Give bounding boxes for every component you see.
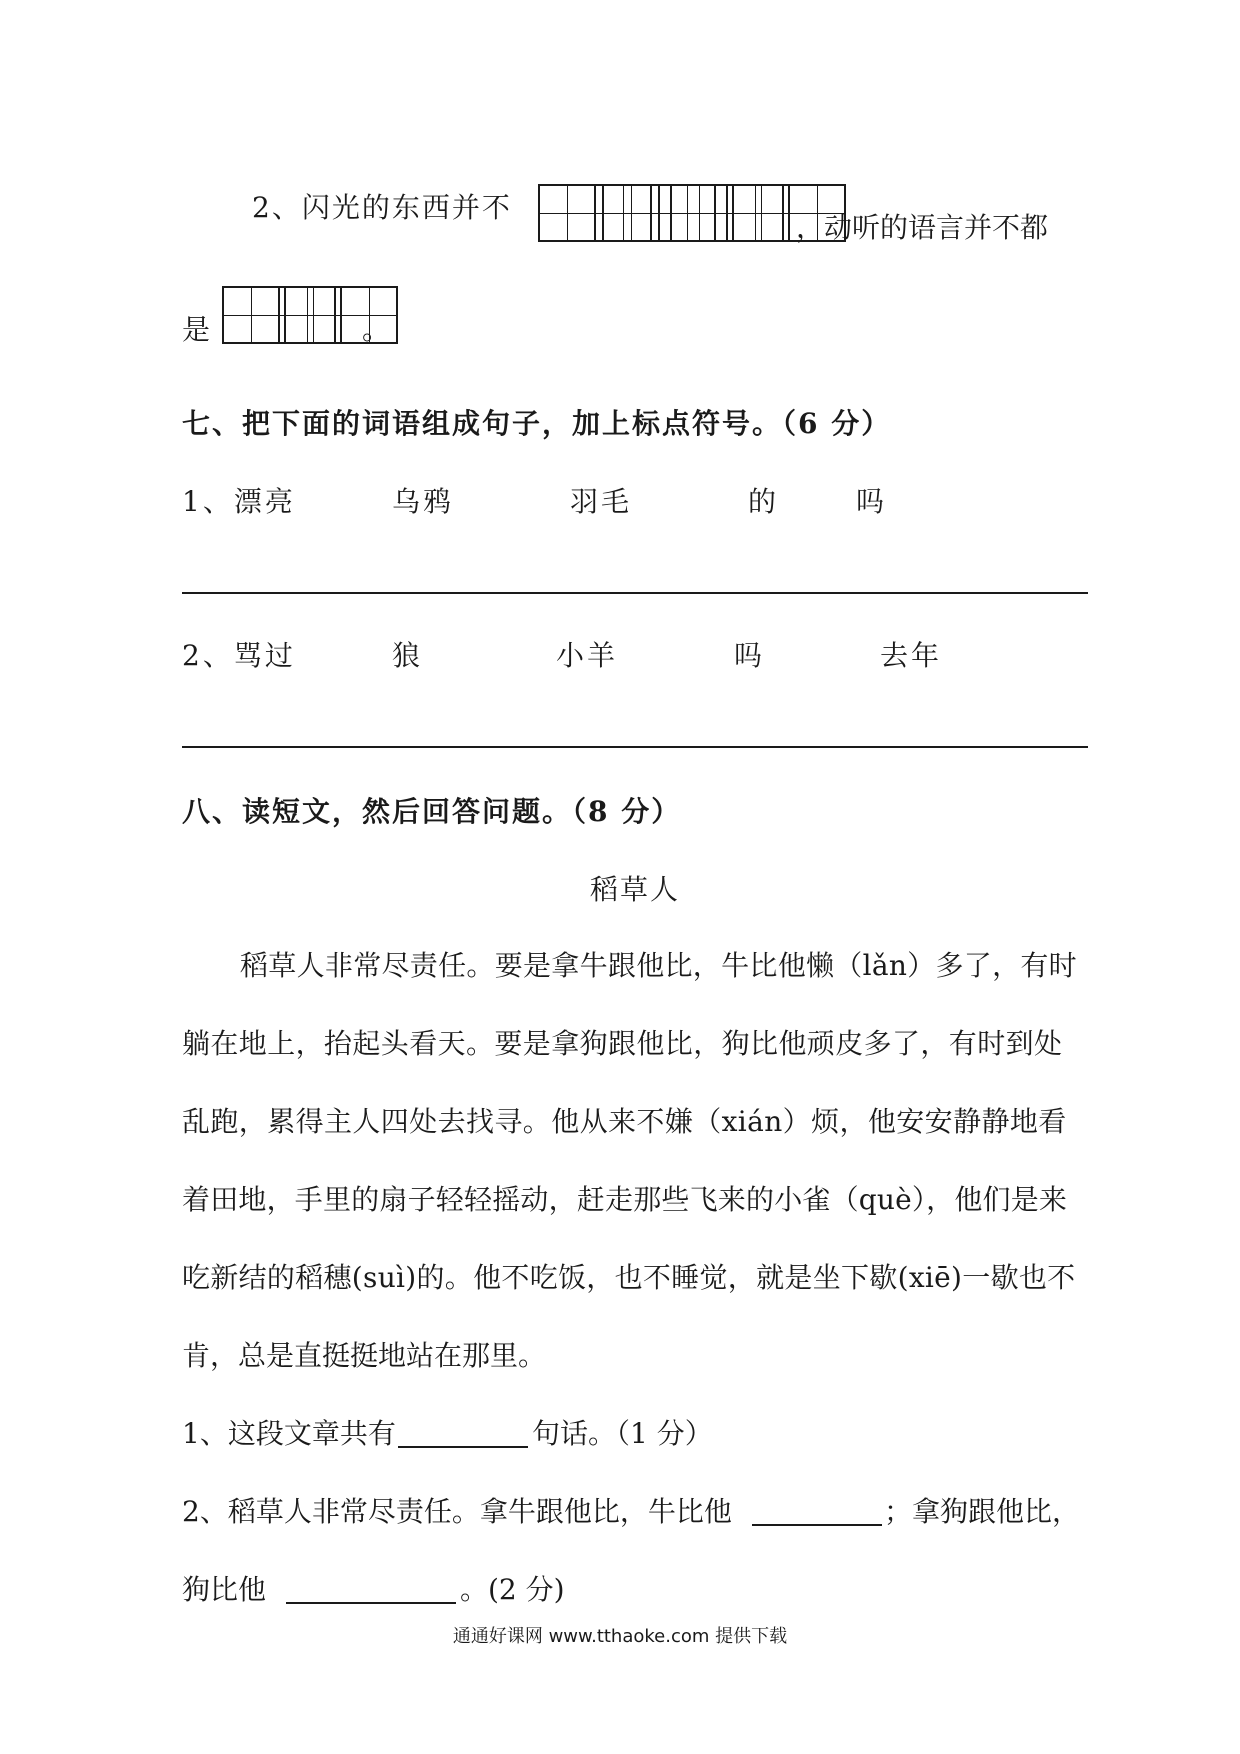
q2-word-2: 狼	[392, 639, 421, 672]
passage-line-3: 乱跑，累得主人四处去找寻。他从来不嫌（xián）烦，他安安静静地看	[182, 1105, 1067, 1138]
grid-cell	[670, 184, 728, 242]
q8-1-prefix: 1、这段文章共有	[182, 1417, 396, 1450]
q2-word-4: 吗	[734, 639, 763, 672]
grid-cell	[222, 286, 280, 344]
q8-2b-suffix: 。(2 分)	[460, 1573, 565, 1606]
q1-word-5: 吗	[856, 485, 885, 518]
fill-question-2-middle: ，动听的语言并不都	[796, 211, 1049, 244]
q1-word-1: 1、漂亮	[182, 485, 296, 518]
passage-line-1: 稻草人非常尽责任。要是拿牛跟他比，牛比他懒（lǎn）多了，有时	[240, 949, 1077, 982]
passage-title: 稻草人	[590, 873, 681, 906]
fill-question-2-end: 。	[362, 313, 391, 346]
q1-word-4: 的	[748, 485, 777, 518]
q8-1-blank[interactable]	[398, 1446, 528, 1448]
q8-2-blank-1[interactable]	[752, 1524, 882, 1526]
fill-question-2-line2-prefix: 是	[182, 313, 211, 346]
answer-line-1[interactable]	[182, 592, 1088, 594]
q1-word-3: 羽毛	[570, 485, 633, 518]
q8-2-middle: ；拿狗跟他比，	[884, 1495, 1081, 1528]
grid-cell	[538, 184, 596, 242]
passage-line-4: 着田地，手里的扇子轻轻摇动，赶走那些飞来的小雀（què），他们是来	[182, 1183, 1068, 1216]
page-footer: 通通好课网 www.tthaoke.com 提供下载	[452, 1626, 788, 1647]
grid-cell	[732, 184, 790, 242]
answer-line-2[interactable]	[182, 746, 1088, 748]
q2-word-1: 2、骂过	[182, 639, 296, 672]
fill-question-2-prefix: 2、闪光的东西并不	[252, 191, 512, 224]
passage-line-5: 吃新结的稻穗(suì)的。他不吃饭，也不睡觉，就是坐下歇(xiē)一歇也不	[182, 1261, 1076, 1294]
q8-2-blank-2[interactable]	[286, 1602, 456, 1604]
q8-1-suffix: 句话。（1 分）	[532, 1417, 713, 1450]
q8-2b-prefix: 狗比他	[182, 1573, 267, 1606]
grid-cell	[284, 286, 342, 344]
q1-word-2: 乌鸦	[392, 485, 455, 518]
section-8-heading: 八、读短文，然后回答问题。（8 分）	[182, 795, 682, 828]
passage-line-2: 躺在地上，抬起头看天。要是拿狗跟他比，狗比他顽皮多了，有时到处	[182, 1027, 1063, 1060]
passage-line-6: 肯，总是直挺挺地站在那里。	[182, 1339, 547, 1372]
q2-word-5: 去年	[880, 639, 943, 672]
section-7-heading: 七、把下面的词语组成句子，加上标点符号。（6 分）	[182, 407, 892, 440]
q8-2-prefix: 2、稻草人非常尽责任。拿牛跟他比，牛比他	[182, 1495, 732, 1528]
grid-cell	[602, 184, 660, 242]
q2-word-3: 小羊	[556, 639, 619, 672]
